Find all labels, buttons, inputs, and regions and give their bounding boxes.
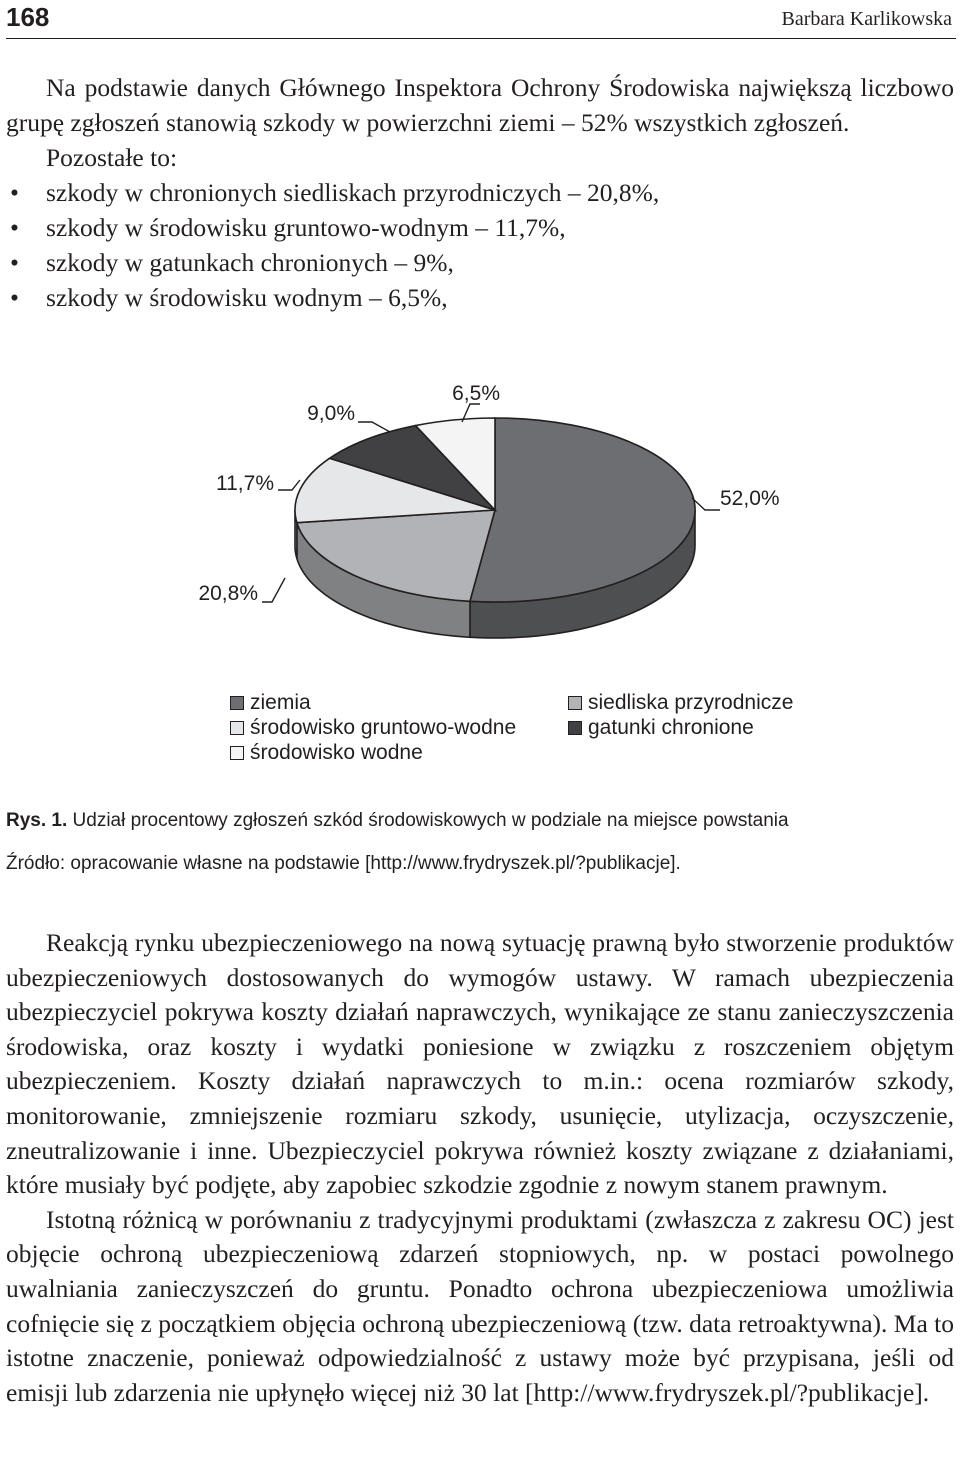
data-label: 9,0% [307, 402, 355, 425]
pie-chart [0, 370, 960, 670]
figure-source: Źródło: opracowanie własne na podstawie [http://www.frydryszek.pl/?publikacje]. [6, 853, 681, 874]
caption-text: Udział procentowy zgłoszeń szkód środowiskowych w podziale na miejsce powstania [72, 810, 789, 831]
bullet-icon: • [10, 178, 19, 207]
intro-paragraph: Na podstawie danych Głównego Inspektora Ochrony Środowiska największą liczbowo grupę zgłoszeń stanowią szkody w powierzchni ziemi – 52% wszystkich zgłoszeń. [6, 73, 954, 137]
bullet-icon: • [10, 248, 19, 277]
legend-label: gatunki chronione [588, 716, 754, 739]
list-item [6, 280, 954, 315]
body-paragraph: Reakcją rynku ubezpieczeniowego na nową sytuację prawną było stworzenie produktów ubezpieczeniowych dostosowanych do wymogów ustawy. W ramach ubezpieczenia ubezpieczyciel pokrywa koszty działań naprawczych, wynikające ze stanu zanieczyszczenia środowiska, oraz koszty i wydatki poniesione w związku z roszczeniem objętym ubezpieczeniem. Koszty działań naprawczych to m.in.: ocena rozmiarów szkody, monitorowanie, zmniejszenie rozmiaru szkody, usunięcie, utylizacja, oczyszczenie, zneutralizowanie i inne. Ubezpieczyciel pokrywa również koszty związane z działaniami, które musiały być podjęte, aby zapobiec szkodzie zgodnie z nowym stanem prawnym. [6, 928, 954, 1200]
data-label: 11,7% [216, 472, 274, 495]
legend-swatch [568, 721, 582, 735]
body-paragraph: Istotną różnicą w porównaniu z tradycyjnymi produktami (zwłaszcza z zakresu OC) jest objęcie ochroną ubezpieczeniową zdarzeń stopniowych, np. w postaci powolnego uwalniania zanieczyszczeń do gruntu. Ponadto ochrona ubezpieczeniowa umożliwia cofnięcie się z początkiem objęcia ochroną ubezpieczeniową (tzw. data retroaktywna). Ma to istotne znaczenie, ponieważ odpowiedzialność z ustawy może być przypisana, jeśli od emisji lub zdarzenia nie upłynęło więcej niż 30 lat [http://www.frydryszek.pl/?publikacje]. [6, 1204, 954, 1407]
legend-swatch [230, 746, 244, 760]
page-number: 168 [6, 2, 50, 32]
list-item-text: szkody w gatunkach chronionych – 9%, [46, 248, 454, 277]
legend-swatch [568, 696, 582, 710]
body-text [6, 926, 954, 1410]
leader-line [278, 480, 300, 490]
legend-item-gatunki [568, 715, 793, 740]
legend-swatch [230, 696, 244, 710]
list-item [6, 245, 954, 280]
data-label: 6,5% [452, 382, 500, 405]
chart-legend [230, 690, 516, 765]
legend-item-wodne [230, 740, 516, 765]
intro-section [6, 70, 954, 315]
running-author: Barbara Karlikowska [781, 8, 952, 30]
list-item-text: szkody w chronionych siedliskach przyrodniczych – 20,8%, [46, 178, 660, 207]
damage-list [6, 175, 954, 315]
bullet-icon: • [10, 283, 19, 312]
chart-legend-right [568, 690, 793, 740]
leader-line [262, 578, 285, 602]
caption-label: Rys. 1. [6, 810, 68, 831]
page-header [6, 0, 956, 39]
leader-line [692, 498, 720, 510]
legend-item-siedliska [568, 690, 793, 715]
bullet-icon: • [10, 213, 19, 242]
legend-label: siedliska przyrodnicze [588, 691, 794, 714]
legend-label: ziemia [250, 691, 311, 714]
list-item-text: szkody w środowisku wodnym – 6,5%, [46, 283, 448, 312]
legend-label: środowisko wodne [250, 741, 423, 764]
leader-line [358, 422, 390, 432]
list-item-text: szkody w środowisku gruntowo-wodnym – 11,7%, [46, 213, 566, 242]
legend-swatch [230, 721, 244, 735]
legend-item-gruntowo-wodne [230, 715, 516, 740]
legend-label: środowisko gruntowo-wodne [250, 716, 517, 739]
legend-item-ziemia [230, 690, 516, 715]
list-item [6, 175, 954, 210]
data-label: 20,8% [198, 582, 258, 605]
figure-caption [6, 810, 789, 832]
data-label: 52,0% [720, 487, 780, 510]
list-item [6, 210, 954, 245]
intro-lead: Pozostałe to: [46, 143, 178, 172]
